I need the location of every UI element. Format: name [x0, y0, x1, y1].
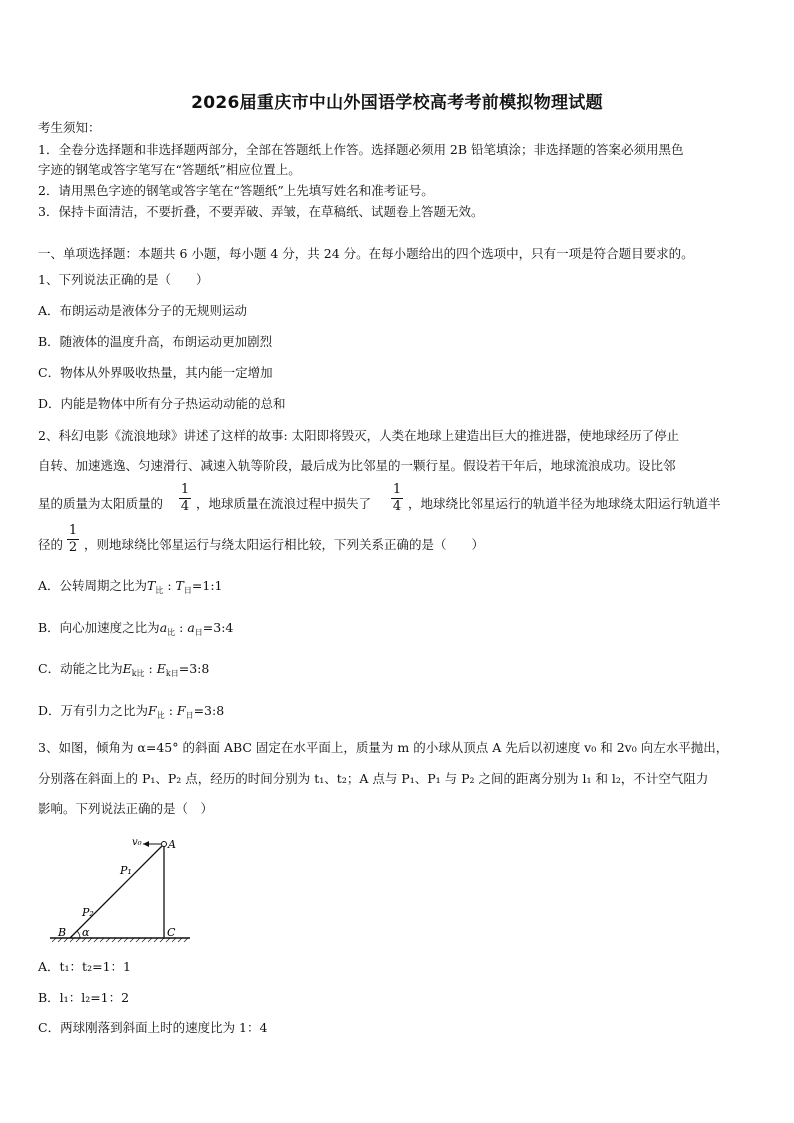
- label-p2: P₂: [82, 906, 94, 919]
- notice-line-4: 3．保持卡面清洁，不要折叠，不要弄破、弄皱，在草稿纸、试题卷上答题无效。: [38, 204, 484, 219]
- q2-line-2: 自转、加速逃逸、匀速滑行、减速入轨等阶段，最后成为比邻星的一颗行星。假设若干年后，地球流浪成功。设比邻: [38, 458, 676, 473]
- q2-line-4b: ，则地球绕比邻星运行与绕太阳运行相比较，下列关系正确的是（ ）: [84, 537, 485, 552]
- q1-option-b: B．随液体的温度升高，布朗运动更加剧烈: [38, 334, 273, 349]
- fraction-one-quarter: 1 4: [180, 482, 190, 514]
- q3-line-3: 影响。下列说法正确的是（ ）: [38, 801, 214, 816]
- label-a: A: [168, 838, 176, 851]
- q2-line-3b: ，地球质量在流浪过程中损失了: [196, 496, 372, 511]
- fraction-one-quarter-2: 1 4: [392, 482, 402, 514]
- q2-option-b: B．向心加速度之比为$a_比$ : $a_日=3:4$: [38, 620, 234, 637]
- q2-option-d: D．万有引力之比为$F_比$ : $F_日=3:8$: [38, 703, 225, 720]
- q2-option-a: A．公转周期之比为$T_比$ : $T_日=1:1$: [38, 578, 223, 595]
- label-c: C: [167, 926, 176, 939]
- arrowhead-icon: [143, 841, 149, 847]
- q3-option-a: A．t₁：t₂=1：1: [38, 959, 131, 974]
- q2-line-1: 2、科幻电影《流浪地球》讲述了这样的故事: 太阳即将毁灭，人类在地球上建造出巨大的推进器，使地球经历了停止: [38, 428, 680, 443]
- fraction-one-half: 1 2: [68, 523, 78, 555]
- q1-stem: 1、下列说法正确的是（ ）: [38, 272, 209, 287]
- section-heading: 一、单项选择题：本题共 6 小题，每小题 4 分，共 24 分。在每小题给出的四个选项中，只有一项是符合题目要求的。: [38, 246, 694, 261]
- angle-arc: [77, 931, 80, 938]
- incline-diagram: [40, 830, 200, 945]
- q3-option-c: C．两球刚落到斜面上时的速度比为 1：4: [38, 1020, 268, 1035]
- q3-line-2: 分别落在斜面上的 P₁、P₂ 点，经历的时间分别为 t₁、t₂；A 点与 P₁、P₁ 与 P₂ 之间的距离分别为 l₁ 和 l₂，不计空气阻力: [38, 771, 709, 786]
- notice-heading: 考生须知：: [38, 120, 101, 135]
- q1-option-c: C．物体从外界吸收热量，其内能一定增加: [38, 365, 273, 380]
- incline-slope: [70, 844, 164, 938]
- label-alpha: α: [82, 926, 90, 939]
- q1-option-d: D．内能是物体中所有分子热运动动能的总和: [38, 396, 286, 411]
- q2-line-3c: ，地球绕比邻星运行的轨道半径为地球绕太阳运行轨道半: [408, 496, 721, 511]
- q2-line-3a: 星的质量为太阳质量的: [38, 496, 164, 511]
- notice-line-1: 1．全卷分选择题和非选择题两部分，全部在答题纸上作答。选择题必须用 2B 铅笔填涂；非选择题的答案必须用黑色: [38, 142, 684, 157]
- q3-option-b: B．l₁：l₂=1：2: [38, 990, 130, 1005]
- notice-line-2: 字迹的钢笔或答字笔写在“答题纸”相应位置上。: [38, 162, 301, 177]
- label-v0: v₀: [132, 837, 142, 848]
- q2-line-4a: 径的: [38, 537, 64, 552]
- label-b: B: [58, 926, 67, 939]
- page-title: 2026届重庆市中山外国语学校高考考前模拟物理试题: [191, 93, 603, 113]
- notice-line-3: 2．请用黑色字迹的钢笔或答字笔在“答题纸”上先填写姓名和准考证号。: [38, 183, 434, 198]
- label-p1: P₁: [120, 864, 132, 877]
- q2-option-c: C．动能之比为$E_{k比}$ : $E_{k日}=3:8$: [38, 661, 210, 678]
- q1-option-a: A．布朗运动是液体分子的无规则运动: [38, 303, 248, 318]
- ball-icon: [162, 842, 167, 847]
- q3-line-1: 3、如图，倾角为 α=45° 的斜面 ABC 固定在水平面上，质量为 m 的小球从顶点 A 先后以初速度 v₀ 和 2v₀ 向左水平抛出，: [38, 740, 729, 755]
